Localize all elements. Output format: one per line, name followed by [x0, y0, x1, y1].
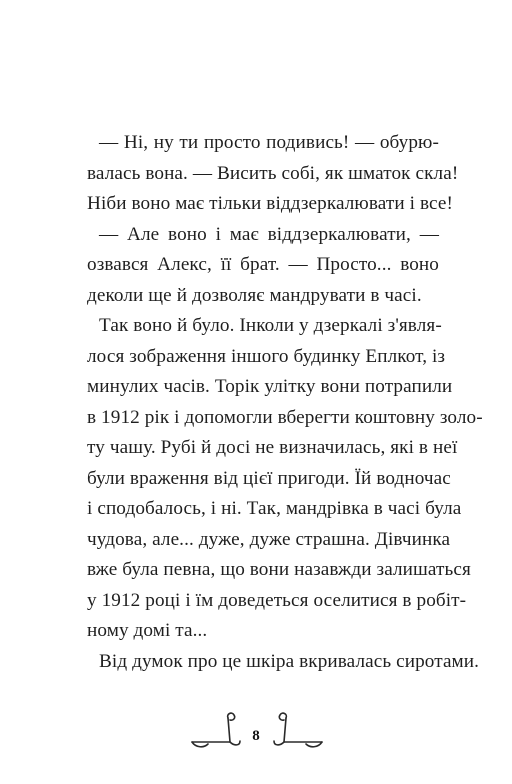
- text-line: і сподобалось, і ні. Так, мандрівка в часі була: [87, 498, 462, 519]
- scroll-ornament-icon: [190, 712, 242, 752]
- text-line: лося зображення іншого будинку Еплкот, із: [87, 345, 446, 367]
- text-line: Від думок про це шкіра вкривалась сиротами.: [99, 650, 480, 672]
- text-line: Так воно й було. Інколи у дзеркалі з'явля-: [99, 315, 442, 336]
- text-line: були враження від цієї пригоди. Їй водночас: [87, 467, 451, 489]
- page-number: 8: [252, 728, 260, 744]
- text-line: ту чашу. Рубі й досі не визначилась, які в неї: [87, 437, 458, 458]
- text-line: озвався Алекс, її брат. — Просто... воно: [87, 254, 439, 275]
- scroll-ornament-icon: [272, 712, 324, 752]
- paragraph: [87, 647, 480, 678]
- text-line: в 1912 рік і допомогли вберегти коштовну золо-: [87, 406, 483, 428]
- text-line: ному домі та...: [87, 620, 208, 641]
- text-line: деколи ще й дозволяє мандрувати в часі.: [87, 284, 422, 306]
- paragraph: [87, 128, 459, 220]
- text-line: вже була певна, що вони назавжди залишаться: [87, 559, 471, 580]
- text-line: — Ні, ну ти просто подивись! — обурю-: [99, 132, 439, 153]
- page-footer: [0, 712, 512, 762]
- body-text: [87, 128, 483, 677]
- paragraph: [87, 311, 483, 647]
- text-line: Ніби воно має тільки віддзеркалювати і все!: [87, 193, 453, 214]
- text-line: минулих часів. Торік улітку вони потрапили: [87, 376, 453, 397]
- paragraph: [87, 220, 439, 312]
- text-line: у 1912 році і їм доведеться оселитися в робіт-: [87, 589, 467, 611]
- text-line: чудова, але... дуже, дуже страшна. Дівчинка: [87, 528, 451, 550]
- text-line: — Але воно і має віддзеркалювати, —: [99, 223, 439, 245]
- text-line: валась вона. — Висить собі, як шматок скла!: [87, 162, 459, 184]
